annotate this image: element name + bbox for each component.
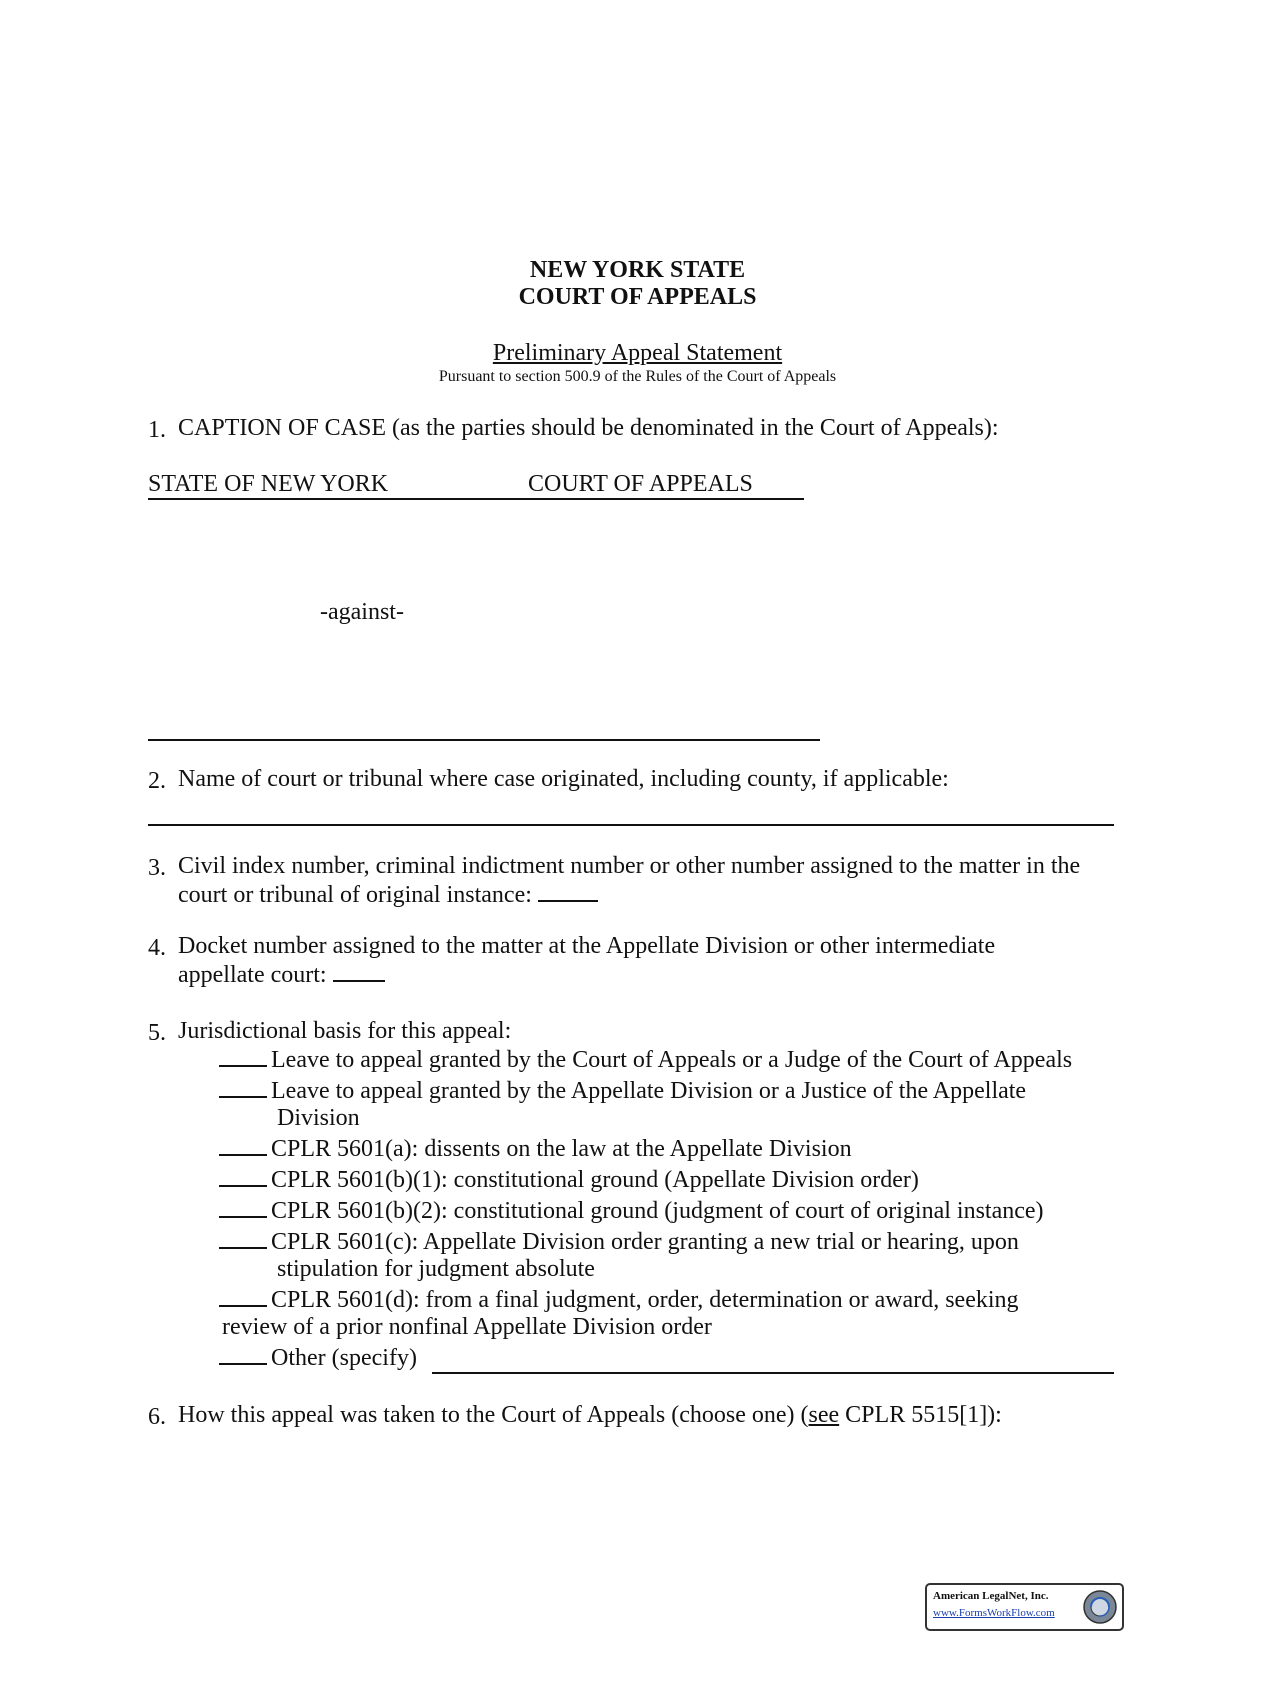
caption-underline [148, 498, 804, 500]
option-blank[interactable] [219, 1047, 267, 1067]
index-number-field[interactable] [538, 880, 598, 902]
option-leave-appellate-division: Leave to appeal granted by the Appellate Division or a Justice of the Appellate [219, 1078, 1026, 1105]
option-other: Other (specify) [219, 1345, 417, 1372]
option-leave-court-of-appeals: Leave to appeal granted by the Court of Appeals or a Judge of the Court of Appeals [219, 1047, 1072, 1074]
against-text: -against- [320, 599, 404, 625]
title-line-2: COURT OF APPEALS [518, 284, 757, 310]
item-3-number: 3. [148, 855, 166, 881]
option-blank[interactable] [219, 1345, 267, 1365]
item-4-number: 4. [148, 935, 166, 961]
item-2-label: Name of court or tribunal where case originated, including county, if applicable: [178, 766, 949, 792]
option-blank[interactable] [219, 1287, 267, 1307]
option-cplr-5601b1: CPLR 5601(b)(1): constitutional ground (Appellate Division order) [219, 1167, 919, 1194]
publisher-badge [925, 1583, 1124, 1631]
item-5-number: 5. [148, 1020, 166, 1046]
pursuant-note: Pursuant to section 500.9 of the Rules of the Court of Appeals [438, 368, 837, 385]
docket-number-field[interactable] [333, 960, 385, 982]
option-cplr-5601c: CPLR 5601(c): Appellate Division order granting a new trial or hearing, upon [219, 1229, 1019, 1256]
option-blank[interactable] [219, 1078, 267, 1098]
option-cplr-5601c-cont: stipulation for judgment absolute [277, 1256, 595, 1282]
publisher-link[interactable]: www.FormsWorkFlow.com [933, 1607, 1055, 1619]
item-3-line-2: court or tribunal of original instance: [178, 882, 532, 908]
item-6-number: 6. [148, 1404, 166, 1430]
option-cplr-5601d-cont: review of a prior nonfinal Appellate Division order [222, 1314, 712, 1340]
item-4-line-2: appellate court: [178, 962, 327, 988]
globe-icon [1082, 1589, 1118, 1625]
item-6-label: How this appeal was taken to the Court of Appeals (choose one) (see CPLR 5515[1]): [178, 1402, 1002, 1428]
option-blank[interactable] [219, 1167, 267, 1187]
option-cplr-5601a: CPLR 5601(a): dissents on the law at the Appellate Division [219, 1136, 852, 1163]
item-1-number: 1. [148, 417, 166, 443]
option-blank[interactable] [219, 1198, 267, 1218]
item-3-line-1: Civil index number, criminal indictment number or other number assigned to the matter in the [178, 853, 1081, 879]
option-blank[interactable] [219, 1229, 267, 1249]
option-cplr-5601b2: CPLR 5601(b)(2): constitutional ground (judgment of court of original instance) [219, 1198, 1044, 1225]
item-3-line-2-wrap [178, 880, 598, 909]
item-4-line-2-wrap [178, 960, 385, 989]
option-blank[interactable] [219, 1136, 267, 1156]
form-subtitle: Preliminary Appeal Statement [492, 340, 783, 366]
option-cplr-5601d: CPLR 5601(d): from a final judgment, order, determination or award, seeking [219, 1287, 1019, 1314]
item-4-line-1: Docket number assigned to the matter at the Appellate Division or other intermediate [178, 933, 996, 959]
caption-right: COURT OF APPEALS [528, 471, 753, 497]
item-1-label: CAPTION OF CASE (as the parties should be denominated in the Court of Appeals): [178, 415, 999, 441]
court-name-field[interactable] [148, 824, 1114, 826]
item-5-label: Jurisdictional basis for this appeal: [178, 1018, 512, 1044]
publisher-name: American LegalNet, Inc. [933, 1590, 1049, 1602]
option-leave-appellate-division-cont: Division [277, 1105, 360, 1131]
title-line-1: NEW YORK STATE [529, 257, 746, 283]
caption-bottom-line[interactable] [148, 739, 820, 741]
item-2-number: 2. [148, 768, 166, 794]
caption-left: STATE OF NEW YORK [148, 471, 389, 497]
other-specify-field[interactable] [432, 1372, 1114, 1374]
